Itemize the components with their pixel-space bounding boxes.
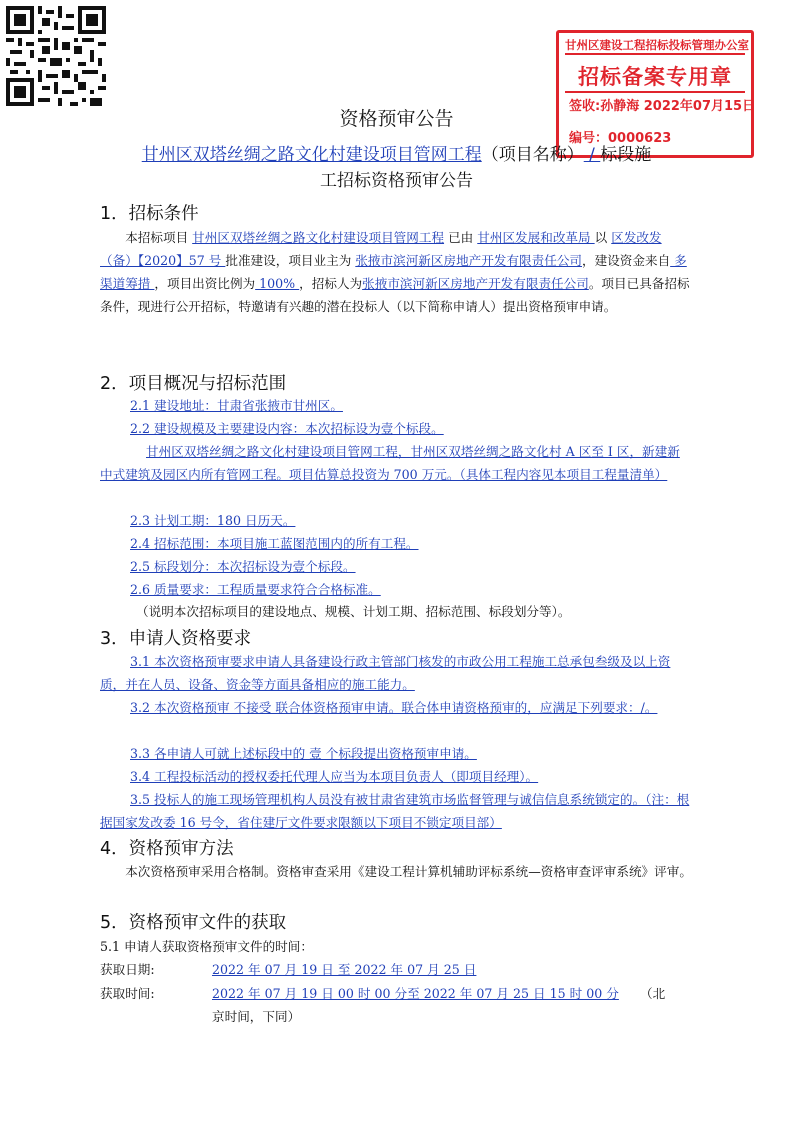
qr-code bbox=[6, 6, 106, 106]
item-3-2: 3.2 本次资格预审 不接受 联合体资格预审申请。联合体申请资格预审的，应满足下列要求：/。 bbox=[130, 700, 658, 715]
section-heading-2: 2．项目概况与招标范围 bbox=[100, 374, 287, 394]
qr-code-icon bbox=[6, 6, 106, 106]
section-heading-3: 3．申请人资格要求 bbox=[100, 629, 252, 649]
section-heading-1: 1．招标条件 bbox=[100, 204, 199, 224]
item-2-note: （说明本次招标项目的建设地点、规模、计划工期、招标范围、标段划分等）。 bbox=[136, 604, 571, 619]
item-2-1: 2.1 建设地址：甘肃省张掖市甘州区。 bbox=[130, 398, 343, 413]
section-1-body bbox=[100, 226, 692, 318]
time-value: 2022 年 07 月 19 日 00 时 00 分至 2022 年 07 月 25 日 15 时 00 分 bbox=[212, 986, 619, 1001]
text: ，项目出资比例为 bbox=[154, 276, 256, 291]
text: 本招标项目 bbox=[125, 230, 189, 245]
item-2-2-detail: 甘州区双塔丝绸之路文化村建设项目管网工程，甘州区双塔丝绸之路文化村 A 区至 I 区，新建新中式建筑及园区内所有管网工程。项目估算总投资为 700 万元。（具体工程内容见本项目工程量清单） bbox=[100, 444, 680, 482]
date-value: 2022 年 07 月 19 日 至 2022 年 07 月 25 日 bbox=[212, 962, 477, 977]
item-2-4: 2.4 招标范围：本项目施工蓝图范围内的所有工程。 bbox=[130, 536, 419, 551]
subtitle-tail2: 工招标资格预审公告 bbox=[320, 171, 473, 191]
text: 以 bbox=[594, 230, 608, 245]
field-tenderer: 张掖市滨河新区房地产开发有限责任公司 bbox=[362, 276, 589, 291]
field-funds: 多渠道筹措 bbox=[100, 253, 687, 291]
field-approver: 甘州区发展和改革局 bbox=[477, 230, 595, 245]
stamp-divider bbox=[565, 53, 745, 55]
field-owner: 张掖市滨河新区房地产开发有限责任公司 bbox=[355, 253, 582, 268]
time-label: 获取时间: bbox=[100, 986, 155, 1001]
text: 批准建设，项目业主为 bbox=[225, 253, 352, 268]
stamp-divider bbox=[565, 91, 745, 93]
section-4-body: 本次资格预审采用合格制。资格审查采用《建设工程计算机辅助评标系统—资格审查评审系统》评审。 bbox=[125, 864, 692, 879]
stamp-signature: 签收:孙静海 2022年07月15日 bbox=[569, 99, 756, 114]
item-3-1: 3.1 本次资格预审要求申请人具备建设行政主管部门核发的市政公用工程施工总承包叁级及以上资质，并在人员、设备、资金等方面具备相应的施工能力。 bbox=[100, 654, 671, 692]
text: ，招标人为 bbox=[299, 276, 363, 291]
text: 已由 bbox=[448, 230, 474, 245]
item-3-4: 3.4 工程投标活动的授权委托代理人应当为本项目负责人（即项目经理）。 bbox=[130, 769, 539, 784]
section-heading-4: 4．资格预审方法 bbox=[100, 839, 234, 859]
field-docno: 区发改发（备）【2020】57 号 bbox=[100, 230, 662, 268]
field-ratio: 100% bbox=[255, 276, 300, 291]
stamp-org: 甘州区建设工程招标投标管理办公室 bbox=[565, 38, 749, 52]
item-2-6: 2.6 质量要求：工程质量要求符合合格标准。 bbox=[130, 582, 381, 597]
item-3-3: 3.3 各申请人可就上述标段中的 壹 个标段提出资格预审申请。 bbox=[130, 746, 477, 761]
item-3-5: 3.5 投标人的施工现场管理机构人员没有被甘肃省建筑市场监督管理与诚信信息系统锁定的。（注：根据国家发改委 16 号令，省住建厅文件要求限额以下项目不锁定项目部） bbox=[100, 792, 690, 830]
time-tail-2: 京时间，下同） bbox=[212, 1009, 301, 1024]
page-title: 资格预审公告 bbox=[339, 108, 454, 130]
section-heading-5: 5．资格预审文件的获取 bbox=[100, 913, 287, 933]
page-subtitle bbox=[100, 142, 693, 194]
field-project: 甘州区双塔丝绸之路文化村建设项目管网工程 bbox=[192, 230, 445, 245]
date-label: 获取日期: bbox=[100, 962, 155, 977]
stamp-title: 招标备案专用章 bbox=[578, 65, 732, 89]
project-name-suffix: （项目名称） bbox=[481, 145, 584, 165]
stamp-number: 编号：0000623 bbox=[569, 131, 672, 146]
item-2-2: 2.2 建设规模及主要建设内容：本次招标设为壹个标段。 bbox=[130, 421, 444, 436]
item-2-3: 2.3 计划工期：180 日历天。 bbox=[130, 513, 296, 528]
registration-stamp bbox=[556, 30, 754, 158]
project-name: 甘州区双塔丝绸之路文化村建设项目管网工程 bbox=[141, 145, 482, 165]
section-blank: / bbox=[583, 145, 601, 165]
item-5-1: 5.1 申请人获取资格预审文件的时间： bbox=[100, 939, 313, 954]
time-tail: （北 bbox=[640, 986, 666, 1001]
item-2-5: 2.5 标段划分：本次招标设为壹个标段。 bbox=[130, 559, 356, 574]
subtitle-tail: 标段施 bbox=[600, 145, 652, 165]
text: ，建设资金来自 bbox=[582, 253, 671, 268]
text: 。项目已具备招标条件，现进行公开招标，特邀请有兴趣的潜在投标人（以下简称申请人）提出资格预审申请。 bbox=[100, 276, 690, 314]
